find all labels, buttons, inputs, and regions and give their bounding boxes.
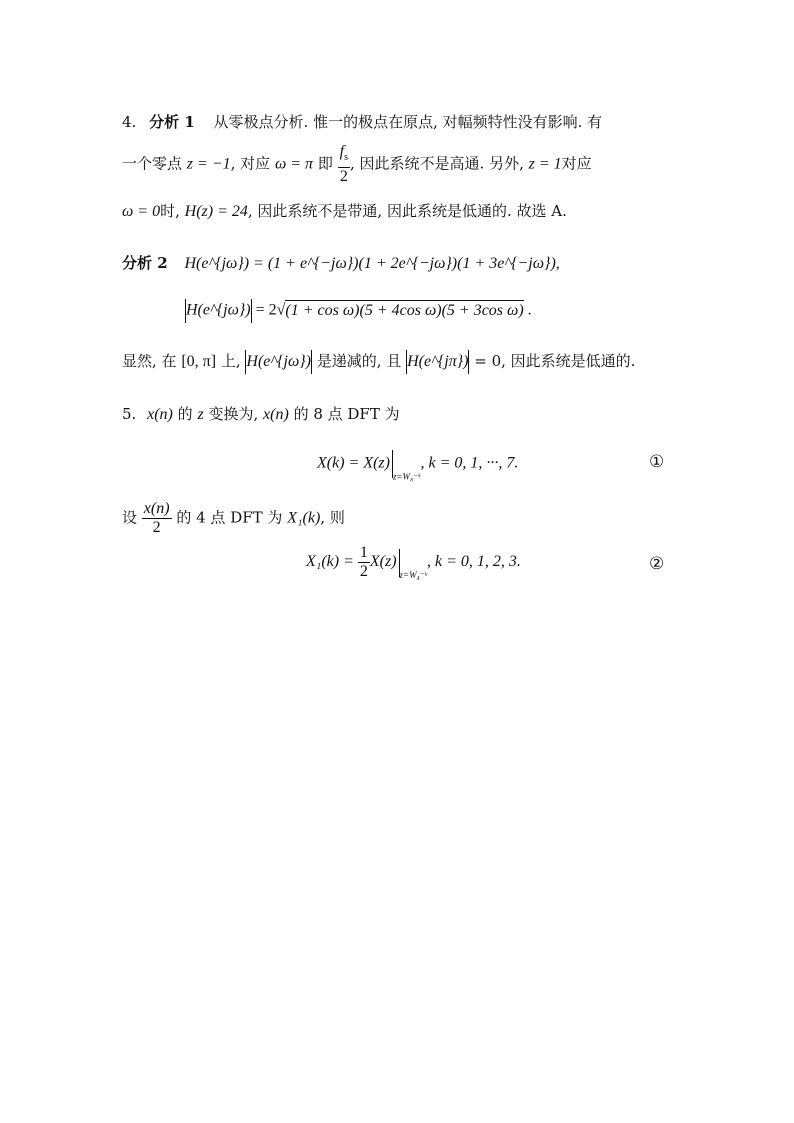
p4-line2-c: 即 (317, 154, 333, 173)
analysis2-line (122, 252, 560, 273)
set-c: , 则 (320, 508, 345, 527)
magnitude-h: H(e^{jω}) (186, 301, 251, 319)
p4-line1 (122, 111, 602, 132)
dft-eq2-xz: X(z) (369, 553, 397, 571)
p4-line2-e: 对应 (561, 154, 592, 173)
half-denominator: 2 (359, 563, 368, 580)
p4-line2-d: , 因此系统不是高通. 另外, (350, 154, 524, 173)
analysis1-label: 分析 1 (149, 113, 195, 131)
z-symbol: z (197, 406, 204, 423)
p5-c: 的 8 点 DFT 为 (293, 405, 400, 423)
magnitude-h-pi: H(e^{jπ}) (407, 353, 469, 370)
dft-equation-2 (306, 544, 521, 581)
frequency-response-equation: H(e^{jω}) = (1 + e^{−jω})(1 + 2e^{−jω})(1 + 3e^{−jω}), (184, 255, 560, 272)
p5-a: 的 (177, 405, 193, 423)
x-of-n-2: x(n) (263, 406, 289, 423)
omega-zero: ω = 0 (122, 203, 161, 220)
magnitude-period: . (527, 301, 532, 319)
fs-denominator: 2 (339, 168, 348, 185)
dft-eq2-tail: , k = 0, 1, 2, 3. (427, 553, 521, 571)
sqrt-radicand: (1 + cos ω)(5 + 4cos ω)(5 + 3cos ω) (285, 301, 524, 319)
p5-number: 5. (122, 405, 137, 423)
p4-line6-b: 上, (220, 352, 241, 370)
dft-eq1-tail: , k = 0, 1, ···, 7. (420, 454, 519, 472)
h-equals-24: H(z) = 24 (184, 203, 248, 220)
p5-line1 (122, 403, 400, 424)
set-a: 设 (122, 508, 138, 527)
p4-line2 (122, 143, 592, 186)
p4-line6-a: 显然, 在 (122, 352, 177, 370)
p4-line6-c: 是递减的, 且 (316, 352, 402, 370)
p4-line3-a: 时, (160, 202, 180, 220)
zero-expression: z = −1 (186, 155, 231, 173)
dft-eq2-left: X₁(k) = (306, 553, 354, 571)
z-equals-1: z = 1 (528, 155, 562, 173)
p4-line2-b: , 对应 (230, 154, 271, 173)
x-over-2-fraction (142, 500, 172, 537)
magnitude-equation (185, 299, 532, 323)
fs-subscript: s (344, 152, 348, 163)
p4-line6 (122, 350, 635, 374)
fs-over-2-fraction (338, 143, 350, 186)
p5-set-line (122, 500, 345, 537)
interval-0-pi: [0, π] (181, 353, 217, 370)
dft-equation-1 (317, 450, 518, 483)
x-over-2-denominator: 2 (152, 519, 161, 536)
x1-of-k: X₁(k) (287, 509, 321, 527)
set-b: 的 4 点 DFT 为 (176, 508, 283, 527)
p4-line2-a: 一个零点 (122, 154, 183, 173)
p4-line3 (122, 200, 567, 221)
sqrt-sign: √ (276, 301, 286, 319)
x-over-2-numerator: x(n) (143, 500, 170, 517)
analysis2-label: 分析 2 (122, 254, 168, 272)
magnitude-equals: = 2 (255, 301, 277, 319)
omega-pi: ω = π (274, 155, 314, 173)
magnitude-h-2: H(e^{jω}) (246, 353, 312, 370)
abs-bar (311, 350, 312, 374)
p5-b: 变换为, (208, 405, 259, 423)
half-fraction (358, 544, 370, 581)
dft-eq1-left: X(k) = X(z) (317, 454, 390, 472)
equation-marker-2: ② (649, 554, 665, 574)
half-numerator: 1 (359, 544, 368, 561)
p4-line6-d: = 0, 因此系统是低通的. (474, 352, 636, 370)
p4-line3-b: , 因此系统不是带通, 因此系统是低通的. 故选 A. (247, 202, 567, 220)
equation-marker-1: ① (649, 452, 665, 472)
abs-bar (468, 350, 469, 374)
x-of-n: x(n) (147, 406, 173, 423)
p4-number: 4. (122, 113, 137, 131)
abs-bar-right (251, 299, 252, 323)
fs-symbol: f (339, 143, 345, 160)
dft-eq2-eval-point: z=W₄⁻ᵏ (399, 570, 428, 581)
dft-eq1-eval-point: z=W₈⁻ᵏ (392, 471, 421, 482)
p4-line1-text: 从零极点分析. 惟一的极点在原点, 对幅频特性没有影响. 有 (213, 113, 603, 131)
